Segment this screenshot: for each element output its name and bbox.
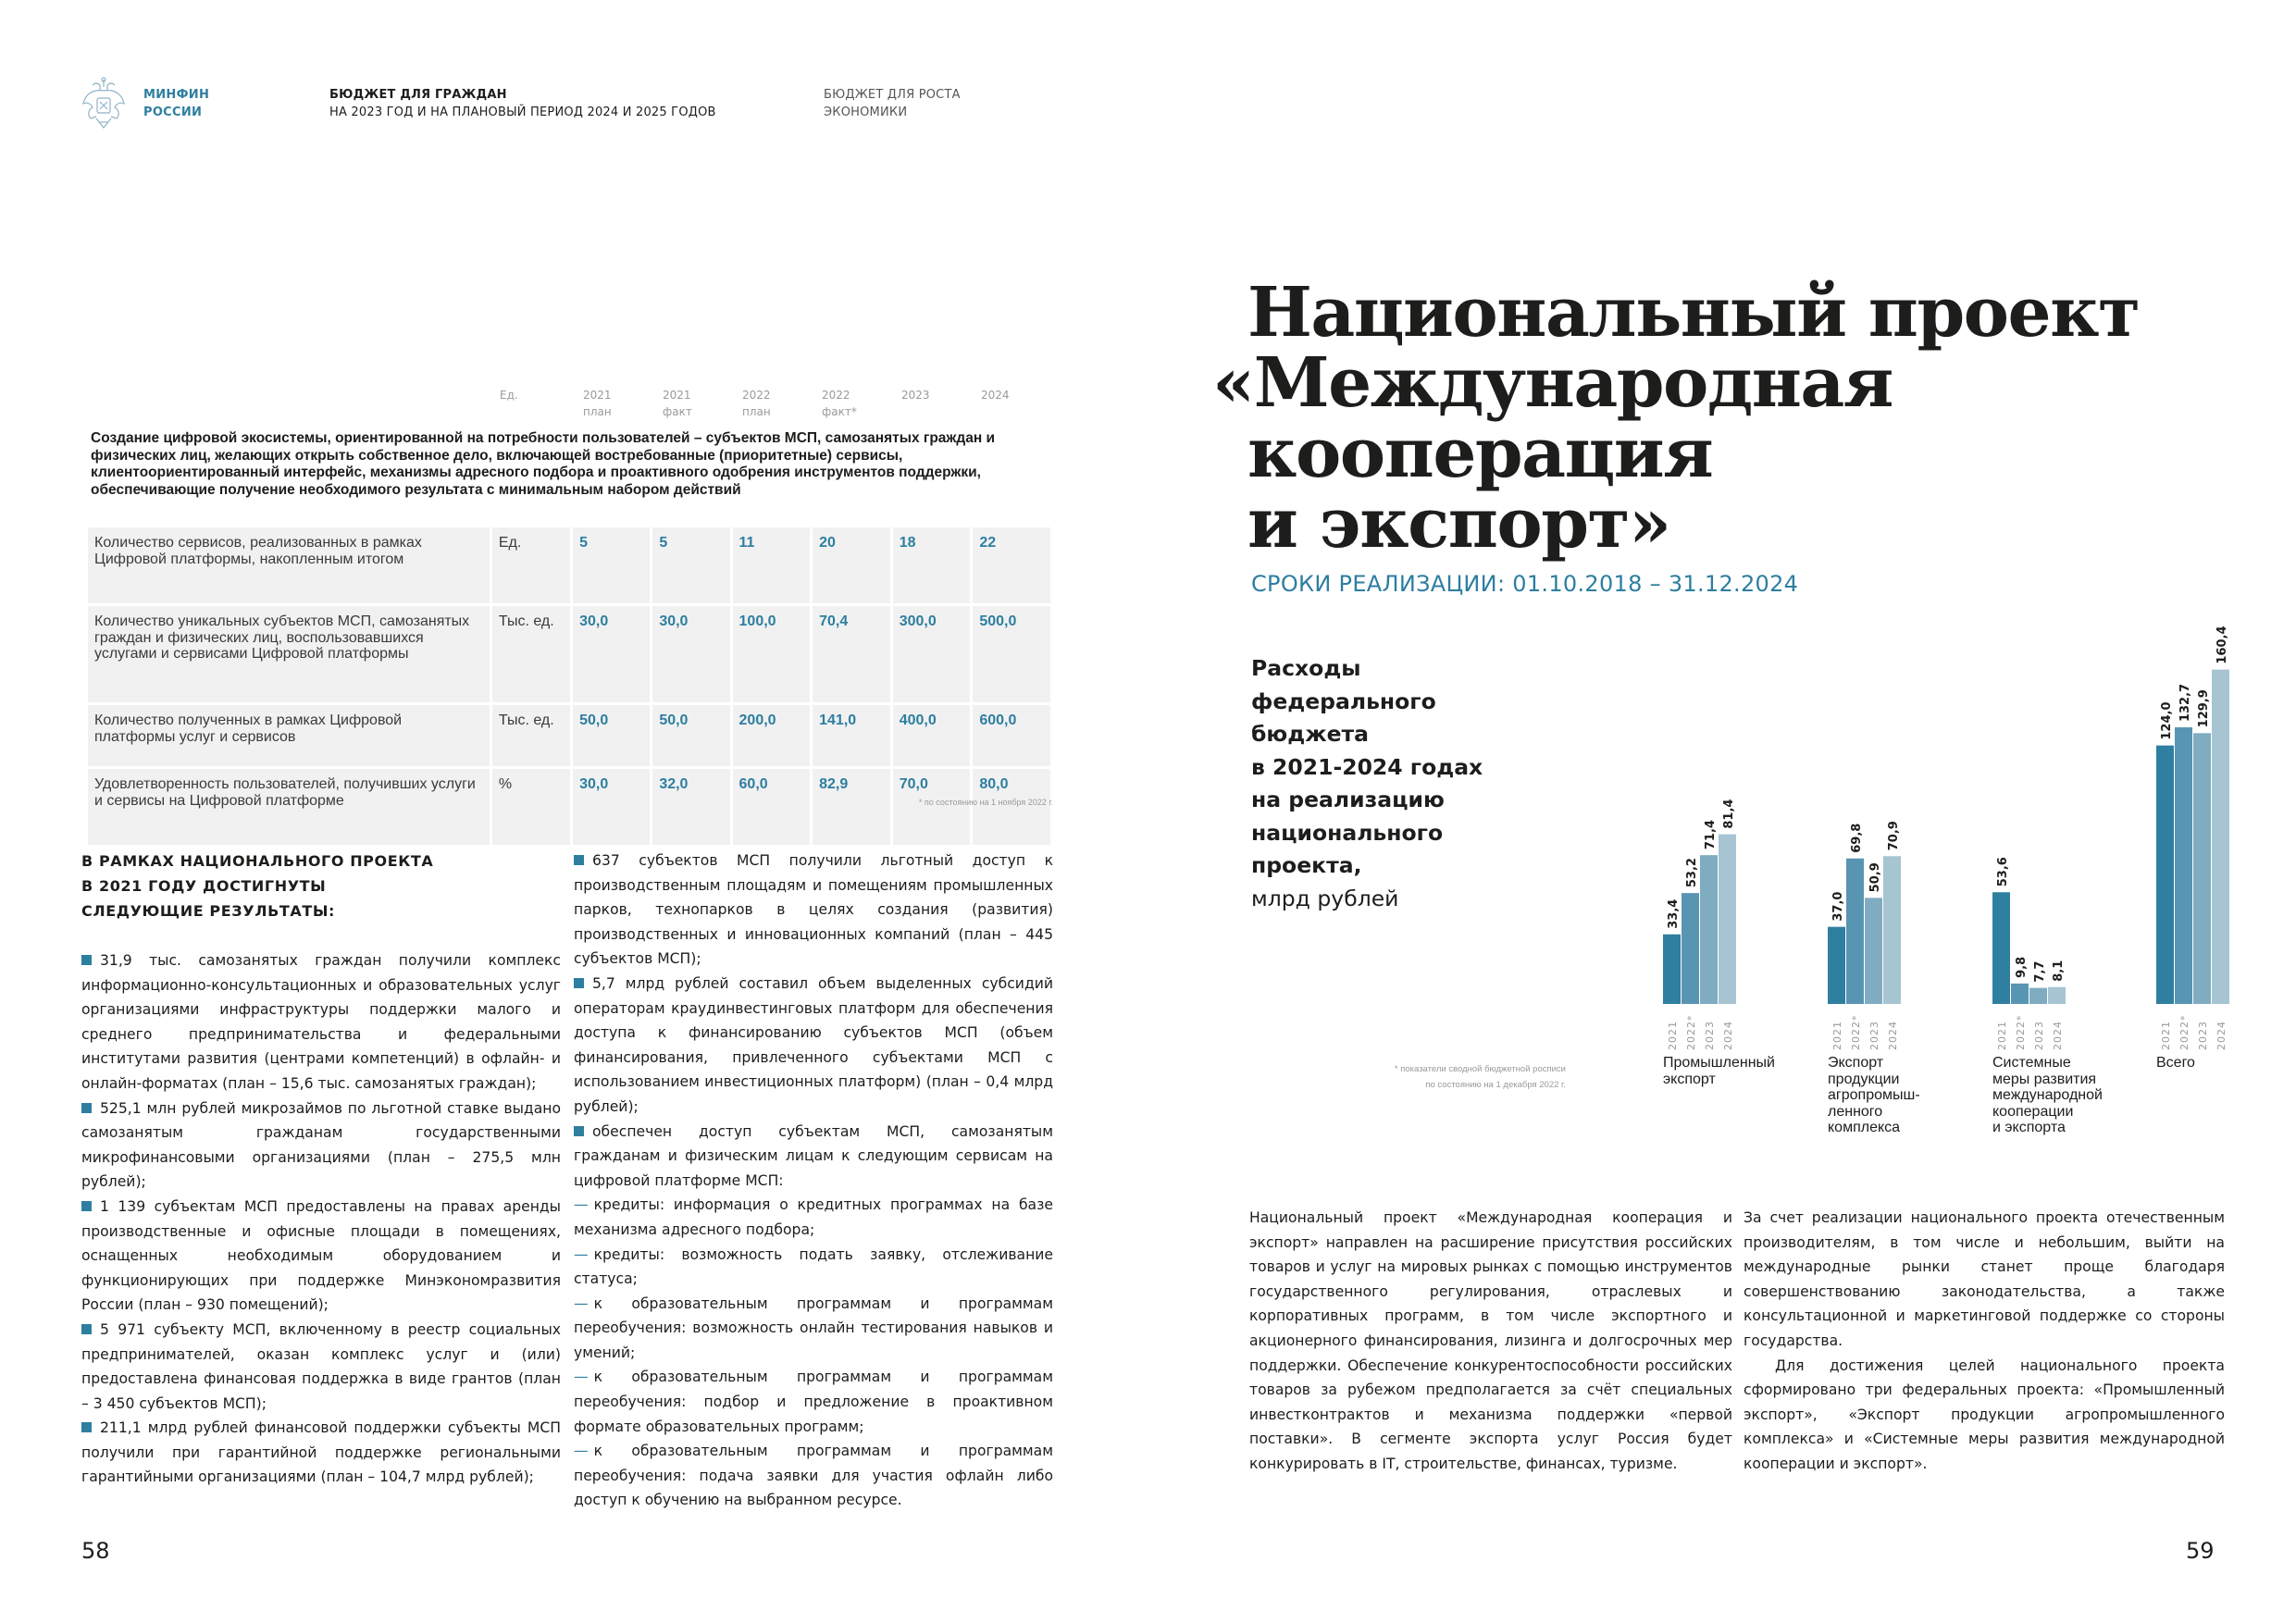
- year-tick-label: 2021: [1831, 1021, 1843, 1050]
- result-item-text: 5,7 млрд рублей составил объем выделенных субсидий операторам краудинвестинговых платформ для обеспечения доступа к финансированию субъектов МСП (объем финансирования, привлеченного субъектами МСП с использованием инвестиционных платформ) (план – 0,4 млрд рублей);: [574, 974, 1053, 1115]
- row-value: 5: [573, 527, 650, 603]
- chart-bar: [1883, 856, 1901, 1004]
- row-value: 100,0: [733, 606, 811, 702]
- chart-bar: [2212, 670, 2229, 1004]
- row-unit: Тыс. ед.: [492, 606, 570, 702]
- project-dates: СРОКИ РЕАЛИЗАЦИИ: 01.10.2018 – 31.12.2024: [1251, 571, 1799, 597]
- page-number-right: 59: [2186, 1538, 2215, 1564]
- category-label: [1828, 1055, 1920, 1136]
- table-column-header: [822, 387, 857, 420]
- service-item: [574, 1365, 1053, 1439]
- table-column-header: [583, 387, 612, 420]
- bar-data-label: 81,4: [1722, 799, 1736, 829]
- row-value: 200,0: [733, 705, 811, 766]
- table-row: [88, 606, 1050, 702]
- chart-unit: млрд рублей: [1251, 885, 1399, 911]
- column-header-line: 2023: [901, 389, 930, 402]
- chart-bar: [1719, 835, 1736, 1004]
- description-paragraph: Для достижения целей национального проекта сформировано три федеральных проекта: «Промышленный экспорт», «Экспорт продукции агропромышленного комплекса» и «Системные меры развития международной кооперации и экспорт».: [1744, 1357, 2225, 1472]
- category-label-line: и экспорта: [1992, 1120, 2066, 1135]
- project-title-line: Национальный проект: [1247, 273, 2140, 353]
- row-value: 5: [652, 527, 729, 603]
- bar-data-label: 37,0: [1831, 891, 1845, 922]
- chart-bar: [1700, 855, 1718, 1004]
- description-paragraph: За счет реализации национального проекта отечественным производителям, в том числе и небольшим, выйти на международные рынки станет проще благодаря совершенствованию законодательства, а также консультационной и маркетинговой поддержке со стороны государства.: [1744, 1209, 2225, 1349]
- chart-title-line: федерального: [1251, 688, 1436, 714]
- result-item: [574, 849, 1053, 972]
- row-value: 70,4: [813, 606, 890, 702]
- column-header-line: план: [583, 405, 612, 418]
- section-title-line2: ЭКОНОМИКИ: [824, 105, 908, 119]
- year-tick-label: 2024: [2052, 1021, 2064, 1050]
- result-item-text: 5 971 субъекту МСП, включенному в реестр социальных предпринимателей, оказан комплекс услуг и (или) предоставлена финансовая поддержка в виде грантов (план – 3 450 субъектов МСП);: [81, 1320, 561, 1412]
- results-column-2: [574, 849, 1053, 1513]
- project-title-line: кооперация: [1247, 414, 1713, 493]
- service-item-text: к образовательным программам и программам переобучения: подача заявки для участия офлайн либо доступ к обучению на выбранном ресурсе.: [574, 1443, 1053, 1509]
- document-title-block: [329, 86, 716, 121]
- document-subtitle: НА 2023 ГОД И НА ПЛАНОВЫЙ ПЕРИОД 2024 И 2025 ГОДОВ: [329, 105, 716, 119]
- year-tick-label: 2024: [2215, 1021, 2228, 1050]
- year-tick-label: 2023: [1704, 1021, 1716, 1050]
- chart-bar: [1828, 927, 1845, 1004]
- category-label-line: продукции: [1828, 1071, 1900, 1087]
- category-label-line: ленного: [1828, 1103, 1883, 1120]
- result-item: [81, 1416, 561, 1490]
- row-value: 60,0: [733, 769, 811, 845]
- results-heading-line: СЛЕДУЮЩИЕ РЕЗУЛЬТАТЫ:: [81, 902, 336, 920]
- service-item-text: кредиты: информация о кредитных программах на базе механизма адресного подбора;: [574, 1196, 1053, 1238]
- year-tick-label: 2024: [1722, 1021, 1734, 1050]
- table-heading: Создание цифровой экосистемы, ориентированной на потребности пользователей – субъектов МСП, самозанятых граждан и физических лиц, желающих открыть собственное дело, включающей востребованные (приоритетные) сервисы, клиентоориентированный интерфейс, механизмы адресного подбора и проактивного одобрения инструментов поддержки, обеспечивающие получение необходимого результата с минимальным набором действий: [91, 430, 996, 498]
- row-label: Количество полученных в рамках Цифровой платформы услуг и сервисов: [88, 705, 490, 766]
- row-value: 20: [813, 527, 890, 603]
- chart-title: [1251, 652, 1529, 915]
- year-tick-label: 2022*: [2015, 1014, 2027, 1050]
- table-column-header: [742, 387, 771, 420]
- table-column-header: [981, 387, 1010, 403]
- column-header-line: факт*: [822, 405, 857, 418]
- square-bullet-icon: [574, 1126, 584, 1136]
- coat-of-arms-icon: [80, 76, 128, 131]
- row-value: 70,0: [893, 769, 971, 845]
- year-tick-label: 2023: [2197, 1021, 2209, 1050]
- table-column-header: [663, 387, 692, 420]
- row-label: Количество сервисов, реализованных в рамках Цифровой платформы, накопленным итогом: [88, 527, 490, 603]
- dash-bullet-icon: —: [574, 1245, 589, 1263]
- dash-bullet-icon: —: [574, 1295, 589, 1312]
- page-number-left: 58: [81, 1538, 110, 1564]
- category-label-line: Экспорт: [1828, 1055, 1884, 1071]
- chart-bar: [1992, 892, 2010, 1004]
- service-item: [574, 1193, 1053, 1242]
- category-label-line: агропромыш-: [1828, 1087, 1920, 1103]
- category-label-line: кооперации: [1992, 1103, 2074, 1120]
- category-label-line: Системные: [1992, 1055, 2071, 1071]
- bar-data-label: 70,9: [1887, 821, 1901, 851]
- bar-data-label: 132,7: [2178, 683, 2192, 723]
- table-row: [88, 769, 1050, 845]
- year-tick-label: 2021: [2160, 1021, 2172, 1050]
- bar-data-label: 7,7: [2033, 960, 2047, 983]
- bar-data-label: 124,0: [2160, 701, 2174, 740]
- square-bullet-icon: [81, 1422, 92, 1432]
- category-label-line: экспорт: [1663, 1071, 1716, 1087]
- row-value: 141,0: [813, 705, 890, 766]
- category-label: [1992, 1055, 2103, 1136]
- year-tick-label: 2023: [2033, 1021, 2045, 1050]
- table-column-header: [901, 387, 930, 403]
- bar-data-label: 8,1: [2052, 960, 2066, 982]
- row-value: 80,0: [973, 769, 1050, 845]
- chart-footnote: [1296, 1061, 1566, 1093]
- row-value: 300,0: [893, 606, 971, 702]
- project-title-line: «Международная: [1212, 343, 1893, 423]
- result-item-text: 211,1 млрд рублей финансовой поддержки субъекты МСП получили при гарантийной поддержке региональными гарантийными организациями (план – 104,7 млрд рублей);: [81, 1419, 561, 1486]
- bar-data-label: 160,4: [2215, 626, 2229, 664]
- row-value: 400,0: [893, 705, 971, 766]
- row-value: 30,0: [652, 606, 729, 702]
- row-value: 50,0: [573, 705, 650, 766]
- service-item: [574, 1439, 1053, 1513]
- chart-title-line: Расходы: [1251, 655, 1361, 681]
- table-column-header: [500, 387, 518, 403]
- square-bullet-icon: [574, 978, 584, 988]
- chart-bar: [1846, 859, 1864, 1004]
- chart-bar: [1682, 893, 1699, 1004]
- description-paragraph: Национальный проект «Международная кооперация и экспорт» направлен на расширение присутствия российских товаров и услуг на мировых рынках с помощью инструментов государственного регулирования, отраслевых и корпоративных программ, в том числе экспортного и акционерного финансирования, лизинга и долгосрочных мер поддержки. Обеспечение конкурентоспособности российских товаров за рубежом предполагается за счёт специальных инвестконтрактов и механизма поддержки «первой поставки». В сегменте экспорта услуг Россия будет конкурировать в IT, строительстве, финансах, туризме.: [1249, 1209, 1732, 1472]
- year-tick-label: 2022*: [1685, 1014, 1697, 1050]
- chart-bar: [1865, 898, 1882, 1004]
- results-column-1: [81, 849, 561, 1490]
- chart-footnote-line: * показатели сводной бюджетной росписи: [1394, 1064, 1566, 1074]
- row-value: 30,0: [573, 769, 650, 845]
- row-label: Удовлетворенность пользователей, получивших услуги и сервисы на Цифровой платформе: [88, 769, 490, 845]
- year-tick-label: 2021: [1667, 1021, 1679, 1050]
- row-value: 32,0: [652, 769, 729, 845]
- result-item-text: 637 субъектов МСП получили льготный доступ к производственным площадям и помещениям промышленных парков, технопарков в целях создания (развития) производственных и инновационных компаний (план – 445 субъектов МСП);: [574, 852, 1053, 968]
- dash-bullet-icon: —: [574, 1369, 589, 1386]
- description-column-1: [1249, 1206, 1732, 1477]
- column-header-line: 2021: [663, 389, 691, 402]
- chart-bar: [1663, 935, 1681, 1004]
- column-header-line: 2022: [822, 389, 850, 402]
- results-heading-line: В РАМКАХ НАЦИОНАЛЬНОГО ПРОЕКТА: [81, 852, 434, 870]
- bar-data-label: 71,4: [1704, 820, 1718, 850]
- result-item: [81, 948, 561, 1096]
- square-bullet-icon: [81, 955, 92, 965]
- bar-data-label: 129,9: [2197, 689, 2211, 728]
- category-label-line: Всего: [2156, 1055, 2195, 1071]
- table-row: [88, 705, 1050, 766]
- service-item-text: кредиты: возможность подать заявку, отслеживание статуса;: [574, 1245, 1053, 1288]
- result-item-text: 525,1 млн рублей микрозаймов по льготной ставке выдано самозанятым гражданам государственными микрофинансовыми организациями (план – 275,5 млн рублей);: [81, 1099, 561, 1191]
- dash-bullet-icon: —: [574, 1443, 589, 1460]
- year-tick-label: 2021: [1996, 1021, 2008, 1050]
- result-item: [81, 1318, 561, 1416]
- row-value: 50,0: [652, 705, 729, 766]
- category-label: [2156, 1055, 2195, 1072]
- chart-bar: [2156, 746, 2174, 1004]
- result-item-text: 1 139 субъектам МСП предоставлены на правах аренды производственные и офисные площади в помещениях, оснащенных необходимым оборудованием и функционирующих при поддержке Минэкономразвития России (план – 930 помещений);: [81, 1197, 561, 1314]
- year-tick-label: 2022*: [1850, 1014, 1862, 1050]
- square-bullet-icon: [81, 1324, 92, 1334]
- bar-data-label: 69,8: [1850, 823, 1864, 853]
- column-header-line: 2024: [981, 389, 1010, 402]
- result-item: [81, 1195, 561, 1318]
- category-label-line: международной: [1992, 1087, 2103, 1103]
- chart-title-line: проекта,: [1251, 852, 1362, 878]
- chart-bar: [2175, 727, 2192, 1004]
- section-title: [824, 86, 961, 121]
- chart-bar: [2011, 984, 2029, 1004]
- row-value: 11: [733, 527, 811, 603]
- chart-bar: [2048, 987, 2066, 1004]
- ministry-name-line1: МИНФИН: [143, 88, 210, 102]
- row-unit: %: [492, 769, 570, 845]
- row-label: Количество уникальных субъектов МСП, самозанятых граждан и физических лиц, воспользовавшихся услугами и сервисами Цифровой платформы: [88, 606, 490, 702]
- column-header-line: 2022: [742, 389, 771, 402]
- result-item-text: обеспечен доступ субъектам МСП, самозанятым гражданам и физическим лицам к следующим сервисам на цифровой платформе МСП:: [574, 1122, 1053, 1189]
- result-item: [81, 1096, 561, 1195]
- service-item-text: к образовательным программам и программам переобучения: подбор и предложение в проактивном формате образовательных программ;: [574, 1369, 1053, 1435]
- row-value: 82,9: [813, 769, 890, 845]
- project-title-line: и экспорт»: [1247, 484, 1670, 564]
- square-bullet-icon: [81, 1103, 92, 1113]
- service-item-text: к образовательным программам и программам переобучения: возможность онлайн тестирования навыков и умений;: [574, 1295, 1053, 1361]
- result-item-text: 31,9 тыс. самозанятых граждан получили комплекс информационно-консультационных и образовательных услуг организациями инфраструктуры поддержки малого и среднего предпринимательства и федеральными институтами развития (центрами компетенций) в офлайн- и онлайн-форматах (план – 15,6 тыс. самозанятых граждан);: [81, 952, 561, 1092]
- bar-data-label: 53,2: [1685, 858, 1699, 888]
- category-label: [1663, 1055, 1775, 1087]
- category-label-line: Промышленный: [1663, 1055, 1775, 1071]
- column-header-line: факт: [663, 405, 692, 418]
- result-item: [574, 972, 1053, 1120]
- row-value: 18: [893, 527, 971, 603]
- year-tick-label: 2024: [1887, 1021, 1899, 1050]
- category-label-line: комплекса: [1828, 1120, 1901, 1135]
- square-bullet-icon: [81, 1201, 92, 1211]
- description-column-2: [1744, 1206, 2225, 1477]
- ministry-name-line2: РОССИИ: [143, 105, 203, 119]
- document-title: БЮДЖЕТ ДЛЯ ГРАЖДАН: [329, 88, 507, 102]
- row-value: 30,0: [573, 606, 650, 702]
- service-item: [574, 1243, 1053, 1292]
- service-item: [574, 1292, 1053, 1366]
- results-heading: [81, 849, 561, 923]
- chart-footnote-line: по состоянию на 1 декабря 2022 г.: [1425, 1080, 1566, 1090]
- section-title-line1: БЮДЖЕТ ДЛЯ РОСТА: [824, 88, 961, 102]
- row-unit: Ед.: [492, 527, 570, 603]
- row-value: 22: [973, 527, 1050, 603]
- bar-data-label: 9,8: [2015, 956, 2029, 978]
- results-heading-line: В 2021 ГОДУ ДОСТИГНУТЫ: [81, 877, 327, 895]
- chart-bar: [2029, 988, 2047, 1004]
- square-bullet-icon: [574, 855, 584, 865]
- chart-title-line: в 2021-2024 годах: [1251, 753, 1483, 780]
- year-tick-label: 2022*: [2178, 1014, 2191, 1050]
- bar-data-label: 50,9: [1868, 862, 1882, 893]
- ministry-name: [143, 86, 209, 121]
- chart-title-line: национального: [1251, 819, 1444, 846]
- row-unit: Тыс. ед.: [492, 705, 570, 766]
- table-footnote: * по состоянию на 1 ноября 2022 г.: [918, 798, 1053, 807]
- indicators-table: [85, 525, 1053, 848]
- bar-data-label: 33,4: [1667, 898, 1681, 929]
- table-row: [88, 527, 1050, 603]
- category-label-line: меры развития: [1992, 1071, 2097, 1087]
- row-value: 500,0: [973, 606, 1050, 702]
- column-header-line: Ед.: [500, 389, 518, 402]
- year-tick-label: 2023: [1868, 1021, 1880, 1050]
- column-header-line: 2021: [583, 389, 612, 402]
- project-title: [1212, 273, 2140, 564]
- bar-data-label: 53,6: [1996, 857, 2010, 887]
- chart-title-line: на реализацию: [1251, 787, 1445, 812]
- result-item: [574, 1120, 1053, 1194]
- column-header-line: план: [742, 405, 771, 418]
- row-value: 600,0: [973, 705, 1050, 766]
- dash-bullet-icon: —: [574, 1196, 589, 1214]
- chart-title-line: бюджета: [1251, 721, 1370, 747]
- chart-bar: [2193, 733, 2211, 1004]
